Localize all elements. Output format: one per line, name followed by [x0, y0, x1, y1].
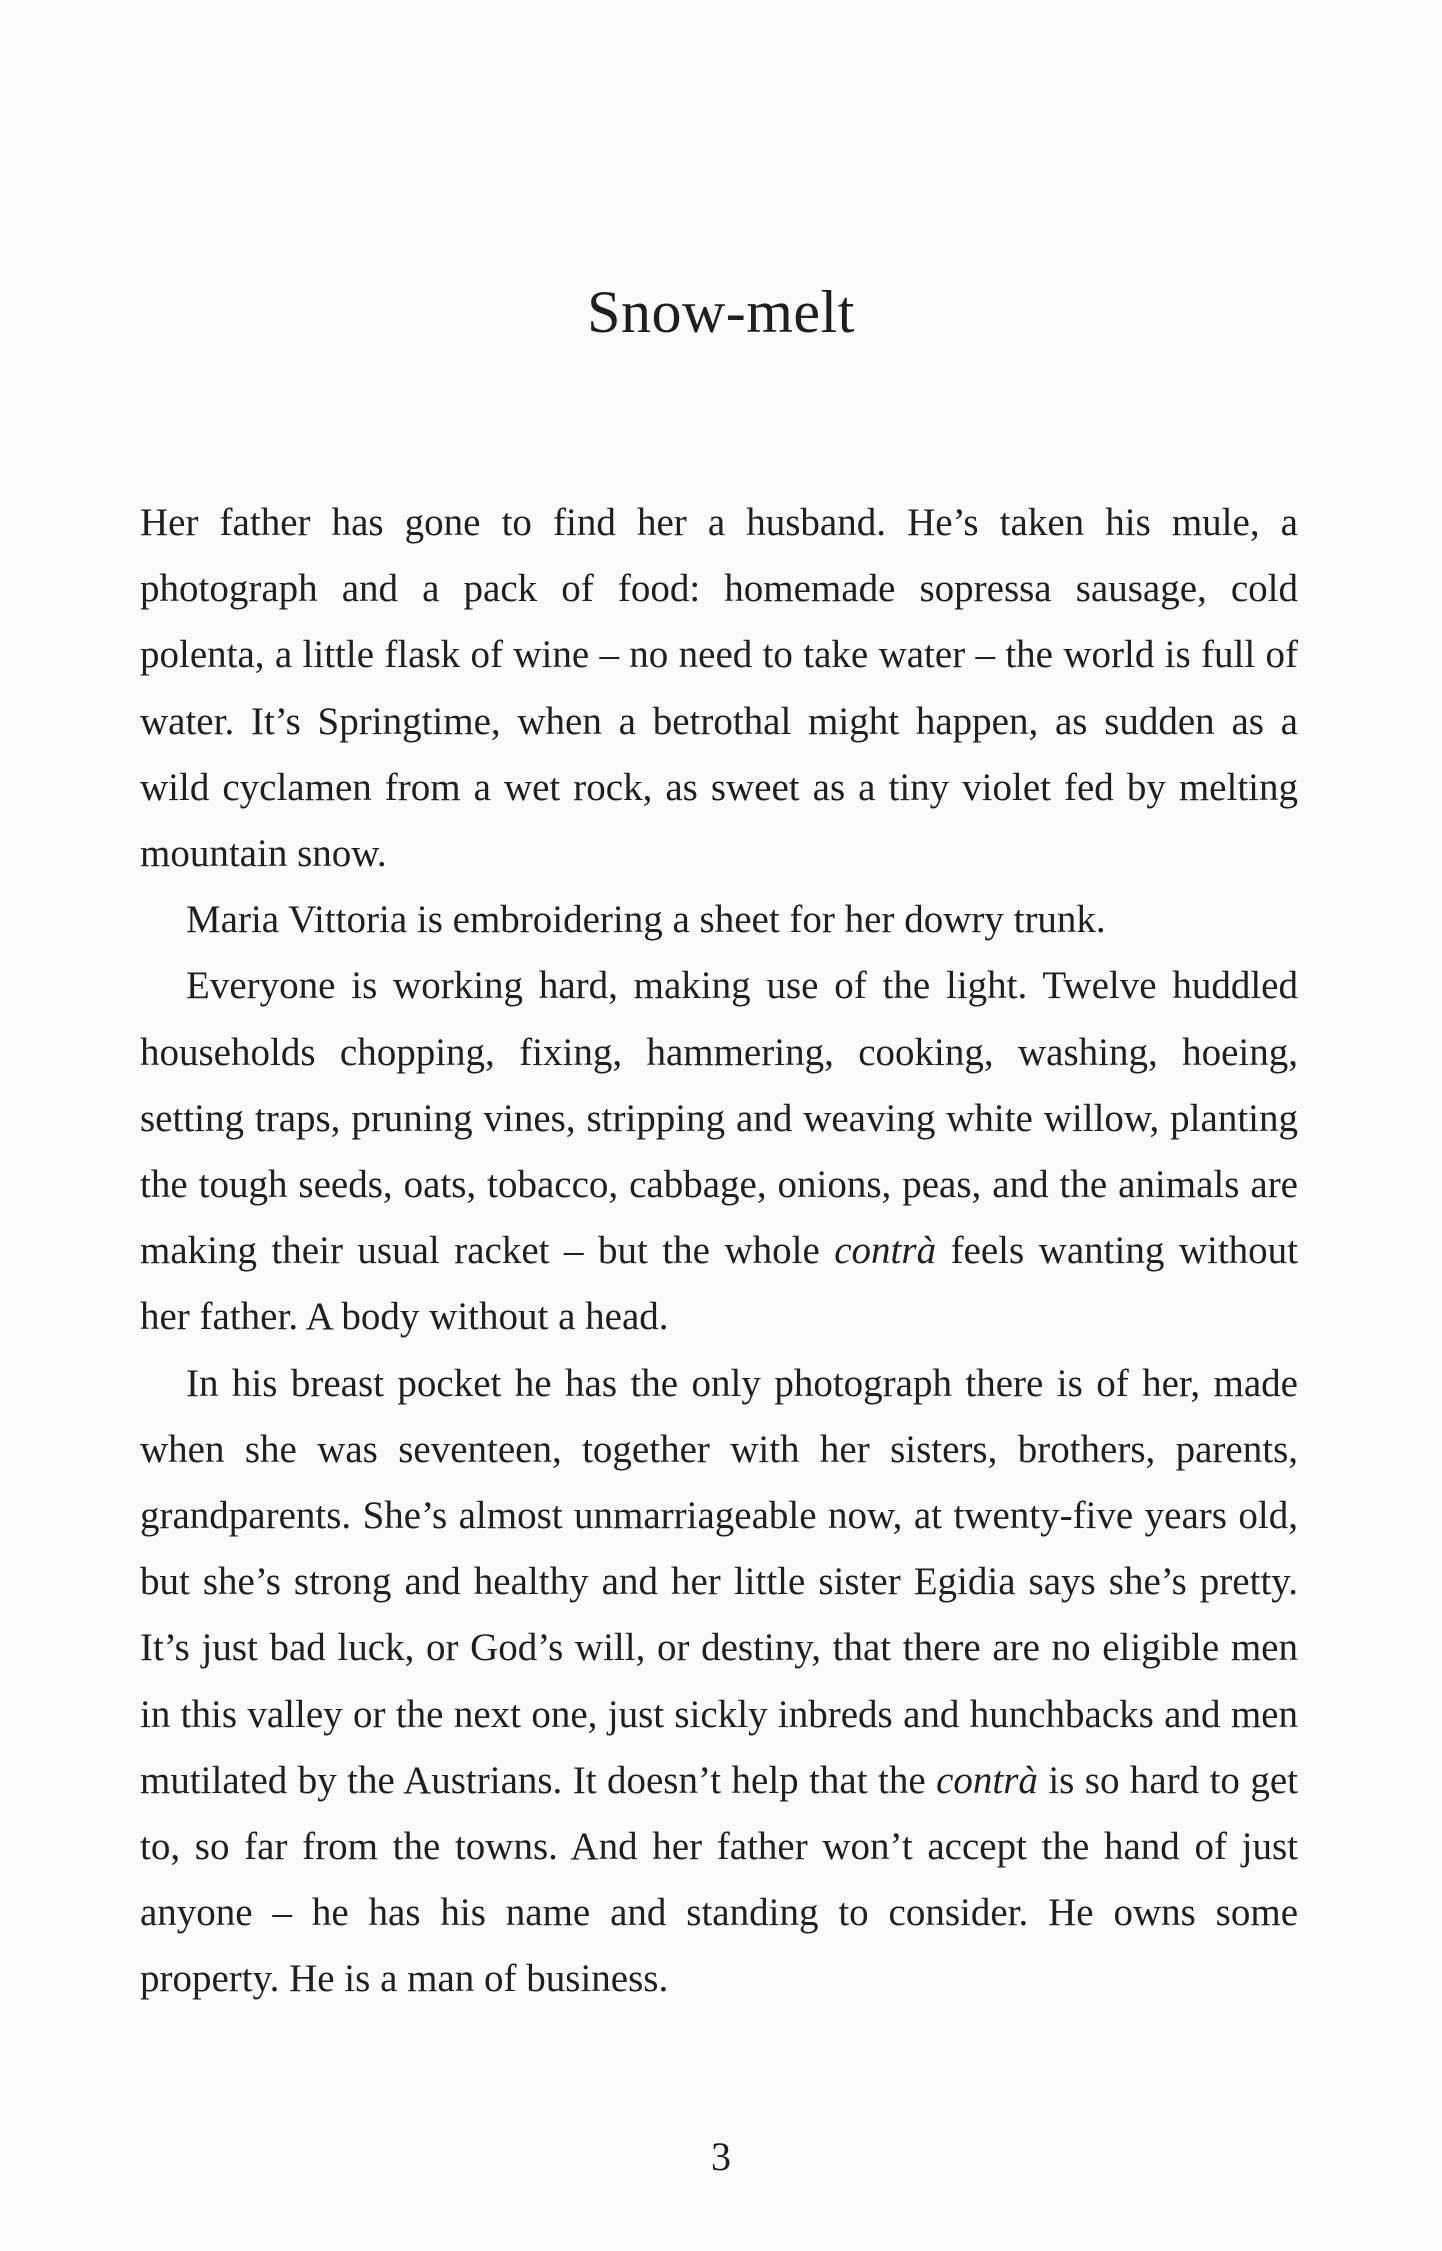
- chapter-title: Snow-melt: [587, 279, 855, 345]
- italic-term: contrà: [936, 1758, 1038, 1802]
- paragraph: [140, 490, 1298, 887]
- paragraph: [140, 1351, 1298, 2013]
- paragraph-text: In his breast pocket he has the only photograph there is of her, made when she was seventeen, together with her sisters, brothers, parents, grandparents. She’s almost unmarriageable now, at twenty-five years old, but she’s strong and healthy and her little sister Egidia says she’s pretty. It’s just bad luck, or God’s will, or destiny, that there are no eligible men in this valley or the next one, just sickly inbreds and hunchbacks and men mutilated by the Austrians. It doesn’t help that the: [140, 1361, 1298, 1802]
- body-text: [140, 490, 1298, 2013]
- paragraph: [140, 887, 1298, 953]
- paragraph-text: feels wanting without her father. A body without a head.: [140, 1229, 1298, 1339]
- page-number: 3: [711, 2134, 731, 2179]
- paragraph-text: Her father has gone to find her a husband. He’s taken his mule, a photograph and a pack of food: homemade sopressa sausage, cold polenta, a little flask of wine – no need to take water – the world is full of water. It’s Springtime, when a betrothal might happen, as sudden as a wild cyclamen from a wet rock, as sweet as a tiny violet fed by melting mountain snow.: [140, 501, 1298, 876]
- paragraph-text: is so hard to get to, so far from the towns. And her father won’t accept the hand of just anyone – he has his name and standing to consider. He owns some property. He is a man of business.: [140, 1758, 1299, 2001]
- italic-term: contrà: [834, 1229, 937, 1273]
- paragraph: [140, 953, 1298, 1350]
- paragraph-text: Maria Vittoria is embroidering a sheet for her dowry trunk.: [186, 898, 1106, 942]
- paragraph-text: Everyone is working hard, making use of the light. Twelve huddled households chopping, fixing, hammering, cooking, washing, hoeing, setting traps, pruning vines, stripping and weaving white willow, planting the tough seeds, oats, tobacco, cabbage, onions, peas, and the animals are making their usual racket – but the whole: [140, 964, 1298, 1273]
